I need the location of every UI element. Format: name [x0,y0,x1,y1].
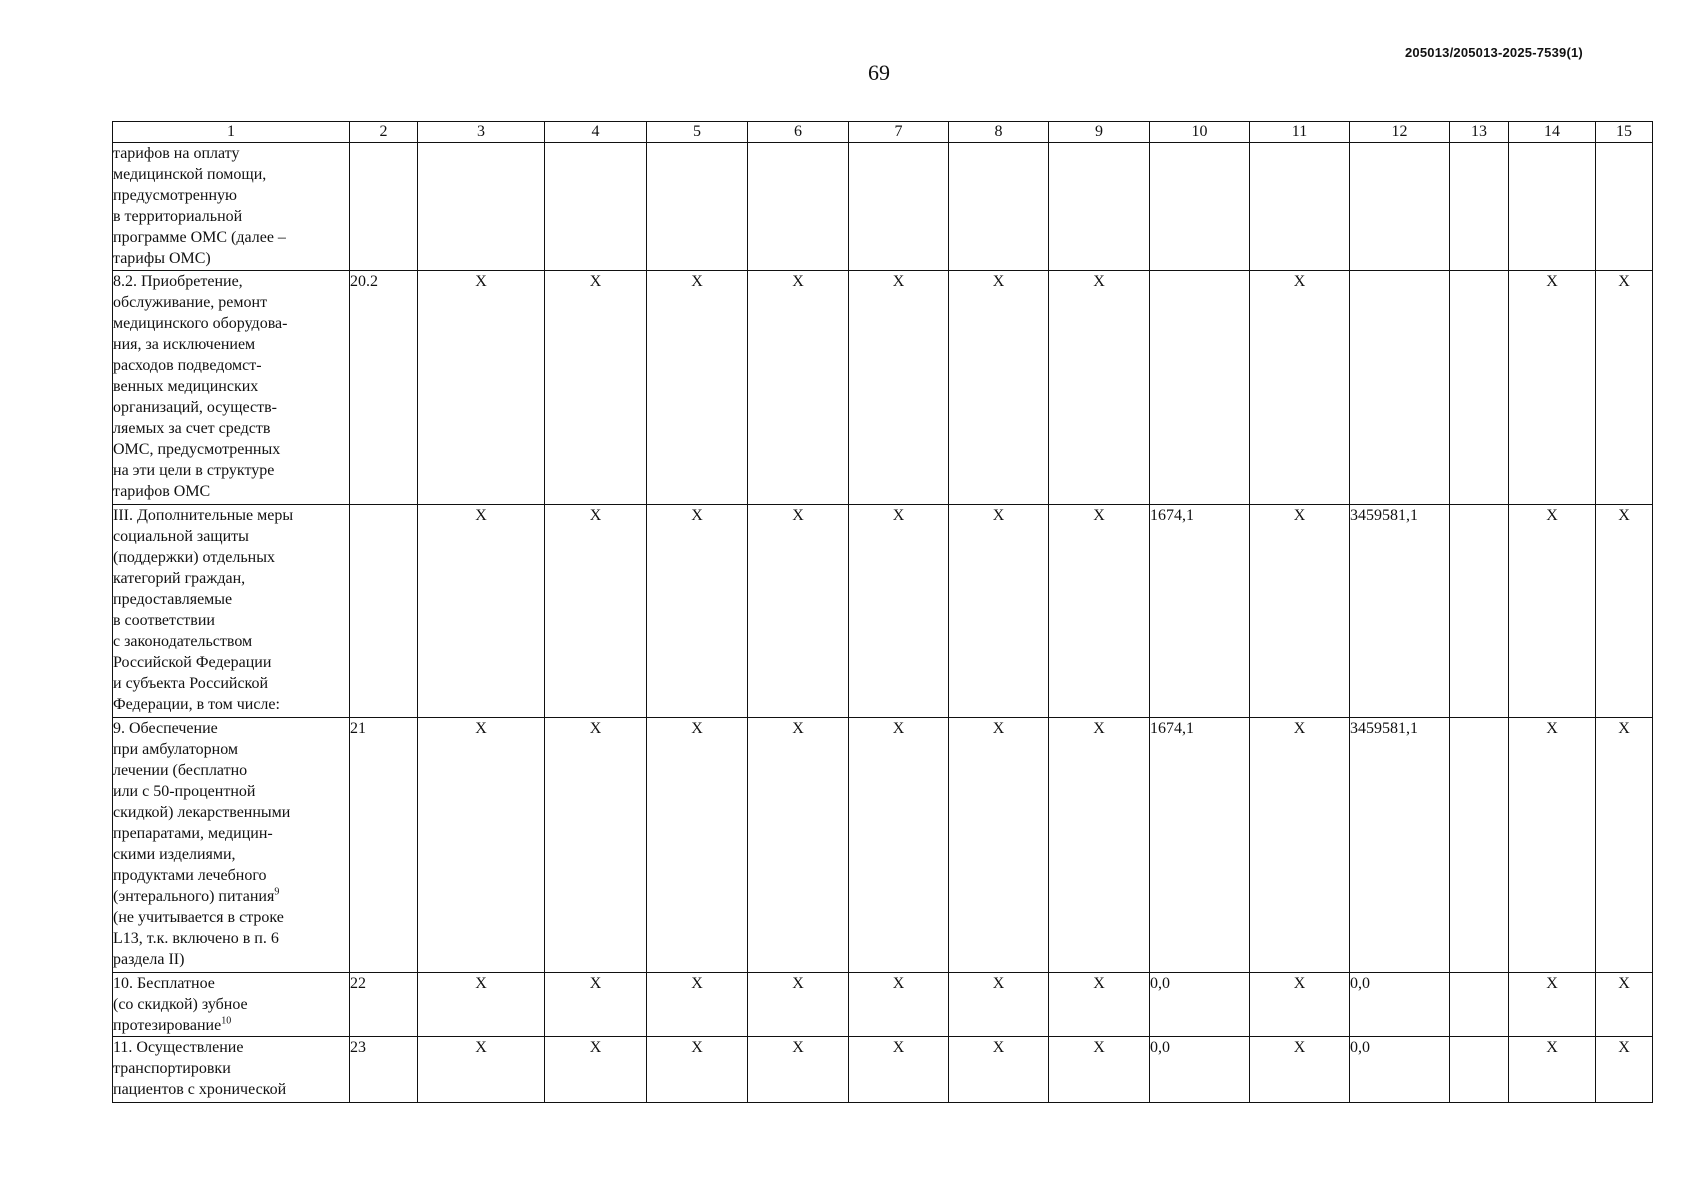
table-cell: X [647,718,748,973]
table-cell: 0,0 [1350,1037,1450,1103]
table-cell: X [1250,271,1350,505]
row-label [113,718,350,973]
table-cell: X [849,718,949,973]
table-cell: X [1509,718,1596,973]
table-cell: X [1509,1037,1596,1103]
table-cell [1150,143,1250,271]
column-header: 8 [949,122,1049,143]
table-cell: X [849,973,949,1037]
table-cell: X [1049,271,1150,505]
row-label: 11. Осуществление транспортировки пациентов с хронической [113,1037,350,1103]
table-cell: X [1596,271,1653,505]
table-cell [1350,271,1450,505]
table-cell: X [647,505,748,718]
table-cell: X [748,505,849,718]
column-header: 2 [350,122,418,143]
table-cell [1450,505,1509,718]
table-cell: X [545,505,647,718]
column-header: 1 [113,122,350,143]
page-number: 69 [868,60,890,85]
table-cell: X [1596,1037,1653,1103]
table-cell [849,143,949,271]
table-cell: X [1596,973,1653,1037]
table-cell: X [545,271,647,505]
row-label-text: 10. Бесплатное (со скидкой) зубное протезирование [113,975,248,1034]
table-cell: X [949,718,1049,973]
table-cell: X [418,718,545,973]
document-id: 205013/205013-2025-7539(1) [1405,45,1583,60]
column-header: 10 [1150,122,1250,143]
row-label-text: (не учитывается в строке L13, т.к. включено в п. 6 раздела II) [113,909,284,968]
table-cell [1250,143,1350,271]
column-header: 7 [849,122,949,143]
table-cell: X [949,1037,1049,1103]
table-cell: X [647,973,748,1037]
table-cell [949,143,1049,271]
table-cell: X [1049,505,1150,718]
column-header: 9 [1049,122,1150,143]
table-cell [1596,143,1653,271]
table-cell: X [949,505,1049,718]
table-cell [1450,1037,1509,1103]
table-cell: X [1509,973,1596,1037]
table-row [113,271,1653,505]
table-cell: X [1049,1037,1150,1103]
table-row [113,718,1653,973]
column-header: 3 [418,122,545,143]
table-cell: X [849,1037,949,1103]
table-cell: X [949,271,1049,505]
column-header: 13 [1450,122,1509,143]
table-cell: X [1250,1037,1350,1103]
column-header: 4 [545,122,647,143]
table-cell: 3459581,1 [1350,718,1450,973]
table-cell [1450,271,1509,505]
table-cell: X [949,973,1049,1037]
footnote-marker: 10 [221,1015,232,1027]
table-cell: X [748,973,849,1037]
footnote-marker: 9 [274,886,280,898]
table-cell: X [1250,973,1350,1037]
table-row [113,973,1653,1037]
column-header: 14 [1509,122,1596,143]
column-header: 5 [647,122,748,143]
header-row [113,122,1653,143]
table-cell: X [1596,505,1653,718]
column-header: 11 [1250,122,1350,143]
table-cell [1450,143,1509,271]
table-row [113,505,1653,718]
column-header: 15 [1596,122,1653,143]
column-header: 6 [748,122,849,143]
row-label-text: 9. Обеспечение при амбулаторном лечении (бесплатно или с 50-процентной скидкой) лекарственными препаратами, медицин- скими изделиями, продуктами лечебного (энтерального) питания [113,720,291,905]
table-cell: X [418,1037,545,1103]
table-cell: X [1250,505,1350,718]
table-cell: 0,0 [1150,1037,1250,1103]
table-cell: X [1049,973,1150,1037]
table-cell [647,143,748,271]
table-cell: X [1509,505,1596,718]
table-cell: X [748,1037,849,1103]
row-code [350,143,418,271]
table-cell: 1674,1 [1150,505,1250,718]
table-cell: X [1509,271,1596,505]
table-cell: X [418,973,545,1037]
table-cell [1150,271,1250,505]
report-table [112,121,1653,1103]
table-cell [1450,973,1509,1037]
table-cell: 0,0 [1150,973,1250,1037]
row-code [350,505,418,718]
table-cell [1350,143,1450,271]
row-code: 23 [350,1037,418,1103]
table-cell: X [545,718,647,973]
row-label: тарифов на оплату медицинской помощи, предусмотренную в территориальной программе ОМС (далее – тарифы ОМС) [113,143,350,271]
table-cell: X [748,718,849,973]
table-cell: X [849,271,949,505]
row-code: 21 [350,718,418,973]
table-cell [1049,143,1150,271]
row-label: 8.2. Приобретение, обслуживание, ремонт медицинского оборудова- ния, за исключением расходов подведомст- венных медицинских организаций, осуществ- ляемых за счет средств ОМС, предусмотренных на эти цели в структуре тарифов ОМС [113,271,350,505]
table-cell [1509,143,1596,271]
table-cell: X [545,1037,647,1103]
table-cell: 1674,1 [1150,718,1250,973]
table-cell: X [418,505,545,718]
table-row [113,1037,1653,1103]
table-cell: X [545,973,647,1037]
table-cell: X [748,271,849,505]
row-label: III. Дополнительные меры социальной защиты (поддержки) отдельных категорий граждан, предоставляемые в соответствии с законодательством Российской Федерации и субъекта Российской Федерации, в том числе: [113,505,350,718]
row-code: 22 [350,973,418,1037]
table-cell: X [1049,718,1150,973]
table-cell: X [418,271,545,505]
table-cell: X [1596,718,1653,973]
table-cell: X [647,271,748,505]
table-cell [545,143,647,271]
table-cell [418,143,545,271]
table-cell: X [647,1037,748,1103]
table-cell [748,143,849,271]
table-cell: X [849,505,949,718]
table-cell: X [1250,718,1350,973]
column-header: 12 [1350,122,1450,143]
table-cell: 0,0 [1350,973,1450,1037]
row-label [113,973,350,1037]
row-code: 20.2 [350,271,418,505]
table-cell [1450,718,1509,973]
table-row [113,143,1653,271]
table-cell: 3459581,1 [1350,505,1450,718]
